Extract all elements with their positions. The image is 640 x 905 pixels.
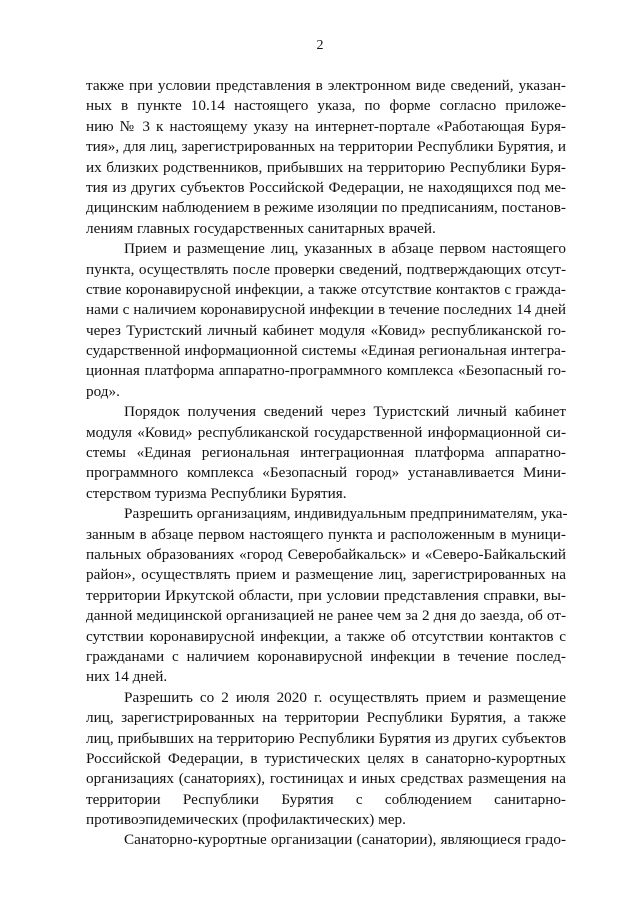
text-line: лиц, зарегистрированных на территории Республики Бурятия, а также: [86, 709, 566, 727]
text-line: стерством туризма Республики Бурятия.: [86, 484, 347, 502]
text-line: ных в пункте 10.14 настоящего указа, по форме согласно приложе-: [86, 97, 566, 115]
page-number: 2: [316, 38, 324, 53]
text-line: противоэпидемических (профилактических) мер.: [86, 811, 406, 829]
text-line: род».: [86, 382, 120, 400]
text-line: нами с наличием коронавирусной инфекции в течение последних 14 дней: [86, 301, 566, 319]
text-line: них 14 дней.: [86, 668, 168, 686]
text-line: Разрешить организациям, индивидуальным предпринимателям, ука-: [124, 505, 568, 523]
text-line: Порядок получения сведений через Туристский личный кабинет: [124, 403, 566, 421]
text-line: дицинским наблюдением в режиме изоляции по предписаниям, постанов-: [86, 199, 566, 217]
text-line: пункта, осуществлять после проверки сведений, подтверждающих отсут-: [86, 260, 566, 278]
text-line: ционная платформа аппаратно-программного комплекса «Безопасный го-: [86, 362, 566, 380]
text-line: занным в абзаце первом настоящего пункта и расположенным в муници-: [86, 525, 566, 543]
text-line: гражданами с наличием коронавирусной инфекции в течение послед-: [86, 647, 566, 665]
text-line: Санаторно-курортные организации (санатории), являющиеся градо-: [124, 831, 566, 849]
text-line: программного комплекса «Безопасный город» устанавливается Мини-: [86, 464, 566, 482]
text-line: ствие коронавирусной инфекции, а также отсутствие контактов с гражда-: [86, 280, 566, 298]
text-line: через Туристский личный кабинет модуля «Ковид» республиканской го-: [86, 321, 566, 339]
text-line: территории Иркутской области, при условии представления справки, вы-: [86, 586, 566, 604]
text-line: их близких родственников, прибывших на территорию Республики Буря-: [86, 158, 566, 176]
text-line: организациях (санаториях), гостиницах и иных средствах размещения на: [86, 770, 566, 788]
text-line: сутствии коронавирусной инфекции, а также об отсутствии контактов с: [86, 627, 566, 645]
text-line: лиц, прибывших на территорию Республики Бурятия из других субъектов: [86, 729, 566, 747]
text-line: Разрешить со 2 июля 2020 г. осуществлять прием и размещение: [124, 688, 566, 706]
text-line: сударственной информационной системы «Единая региональная интегра-: [86, 342, 566, 360]
text-line: Прием и размещение лиц, указанных в абзаце первом настоящего: [124, 240, 566, 258]
body-text: [86, 76, 566, 851]
text-line: нию № 3 к настоящему указу на интернет-портале «Работающая Буря-: [86, 117, 566, 135]
text-line: лениям главных государственных санитарных врачей.: [86, 219, 436, 237]
text-line: территории Республики Бурятия с соблюдением санитарно-: [86, 790, 566, 808]
text-line: стемы «Единая региональная интеграционная платформа аппаратно-: [86, 444, 566, 462]
text-line: данной медицинской организацией не ранее чем за 2 дня до заезда, об от-: [86, 607, 566, 625]
text-line: тия из других субъектов Российской Федерации, не находящихся под ме-: [86, 178, 566, 196]
text-line: модуля «Ковид» республиканской государственной информационной си-: [86, 423, 566, 441]
text-line: район», осуществлять прием и размещение лиц, зарегистрированных на: [86, 566, 566, 584]
text-line: Российской Федерации, в туристических целях в санаторно-курортных: [86, 749, 566, 767]
text-line: пальных образованиях «город Северобайкальск» и «Северо-Байкальский: [86, 545, 566, 563]
text-line: также при условии представления в электронном виде сведений, указан-: [86, 77, 566, 94]
text-line: тия», для лиц, зарегистрированных на территории Республики Бурятия, и: [86, 138, 566, 156]
